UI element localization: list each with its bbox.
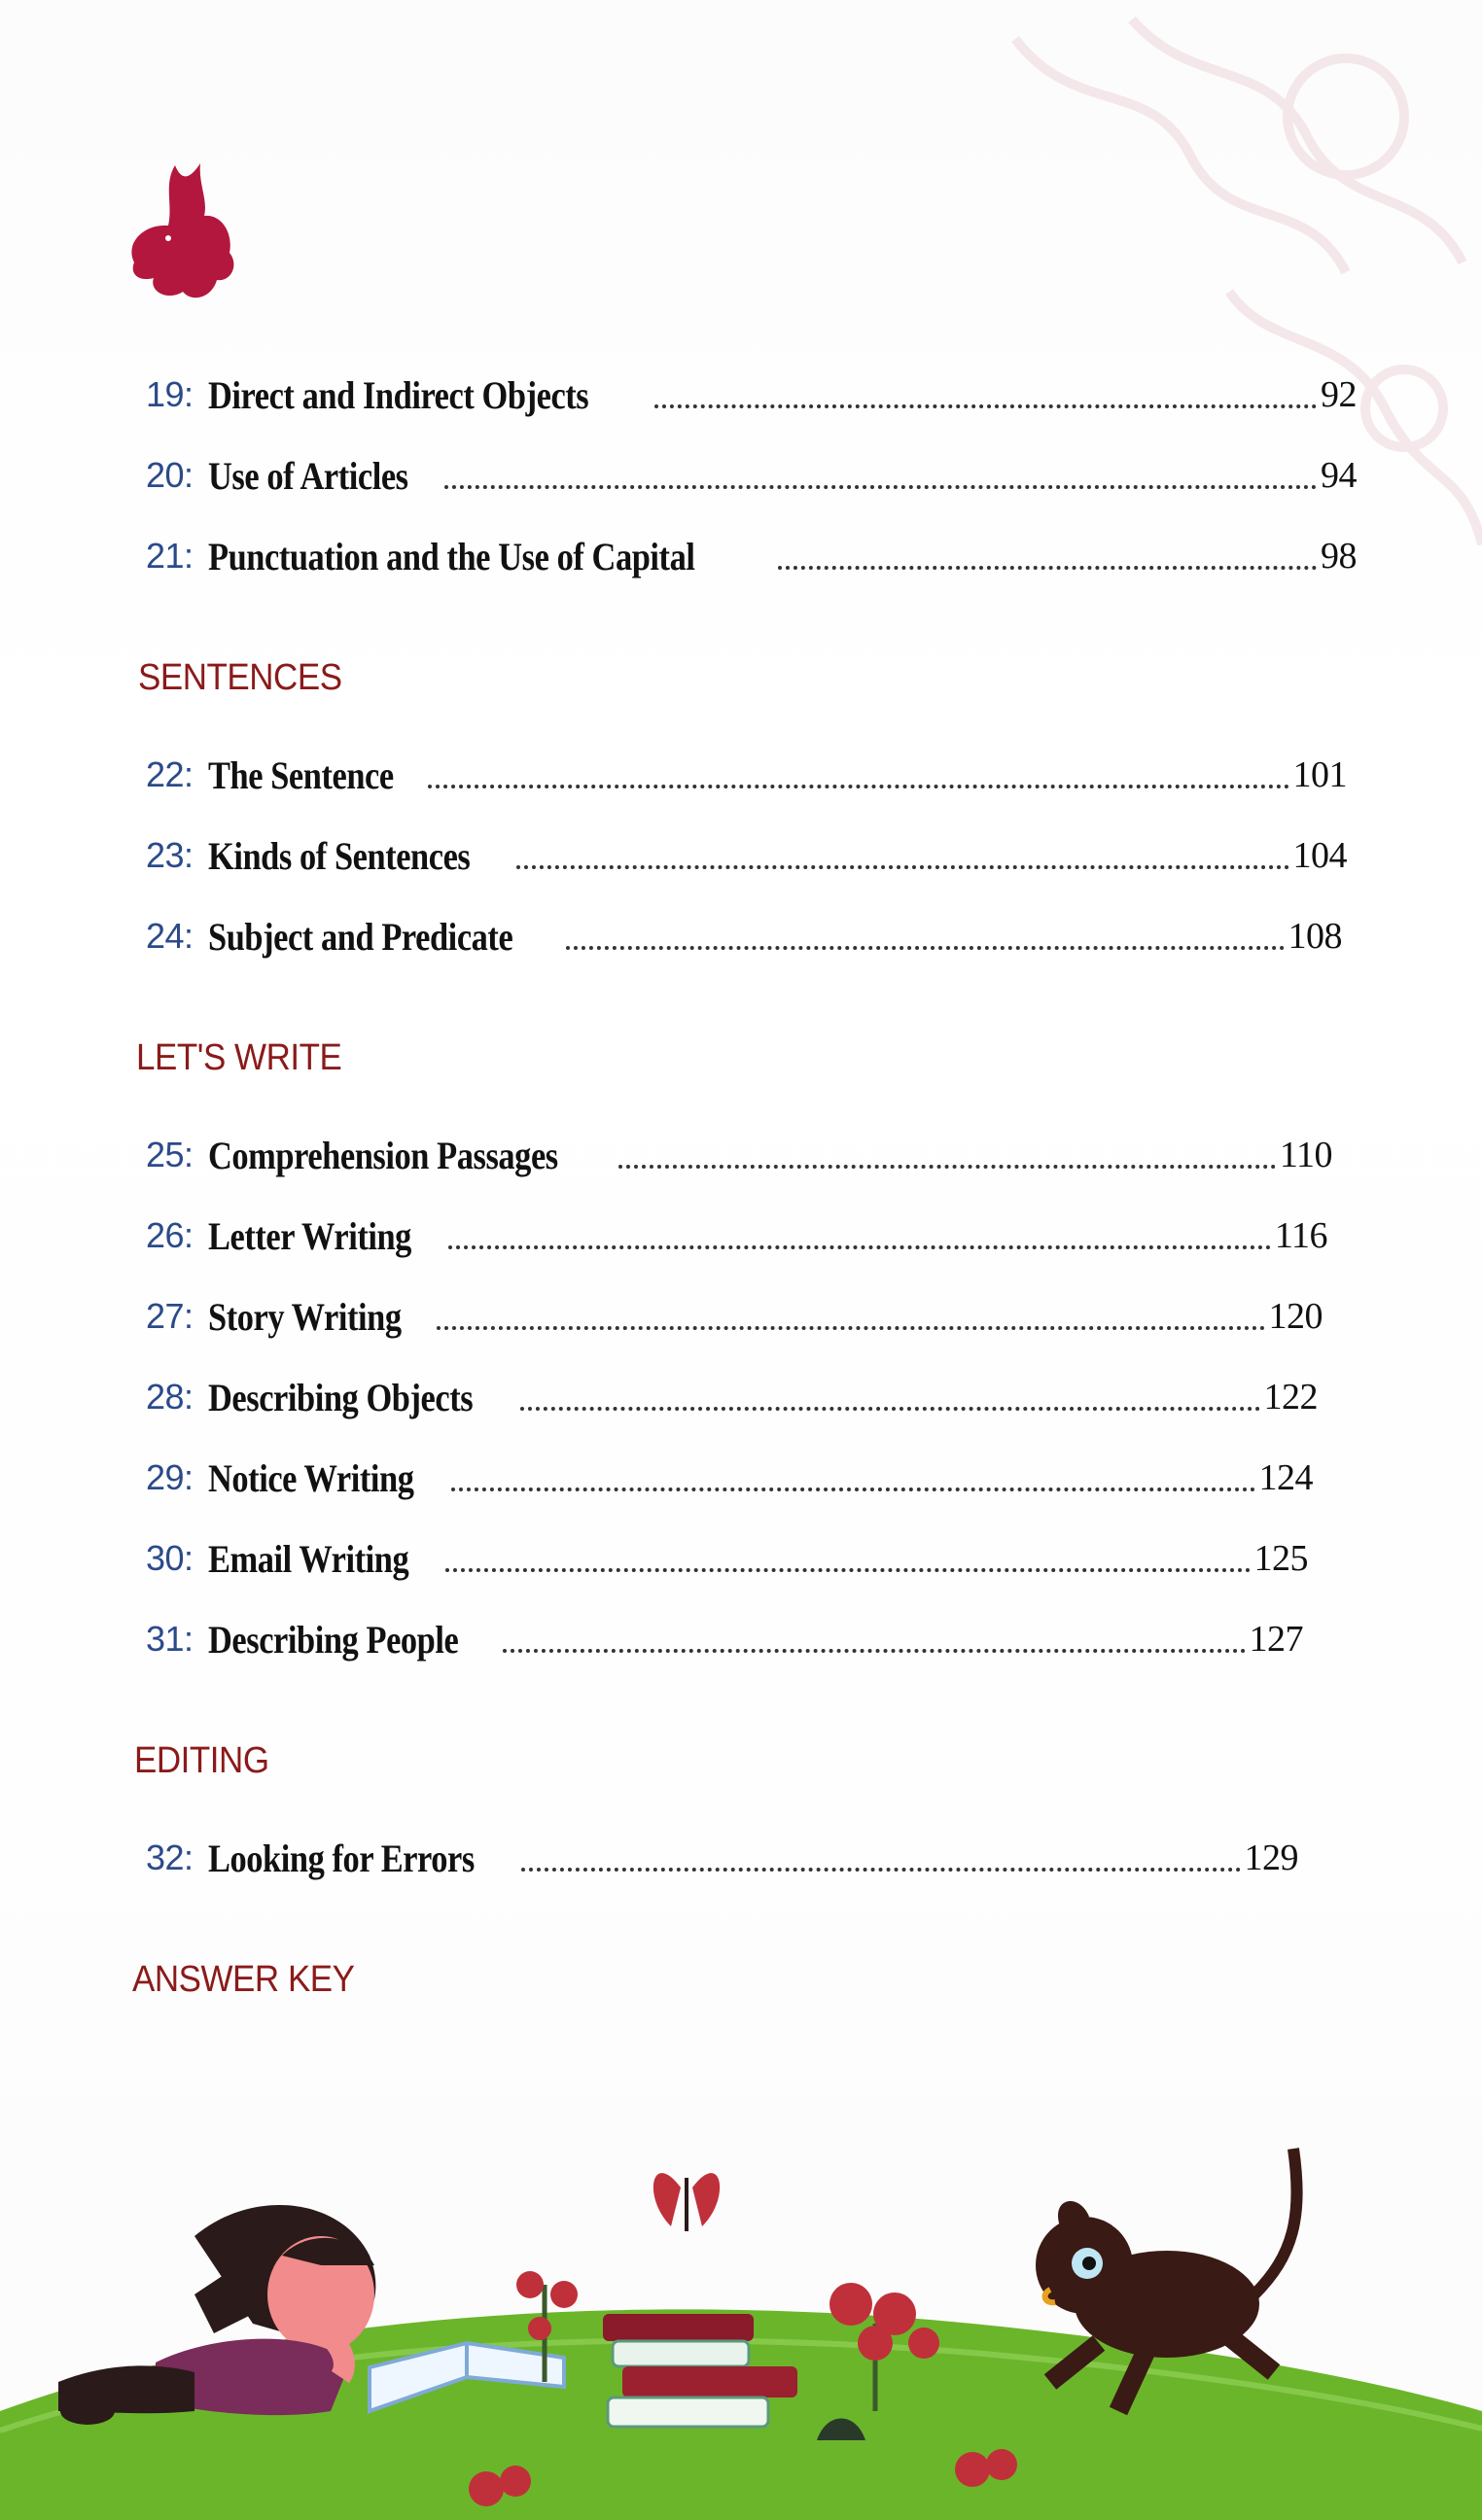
toc-entry: [146, 1604, 1303, 1662]
chapter-title: Use of Articles: [208, 454, 408, 498]
chapter-title: Describing People: [208, 1618, 459, 1662]
butterfly-icon: [653, 2173, 720, 2231]
section-heading: EDITING: [134, 1740, 269, 1781]
toc-entry: [146, 740, 1347, 798]
page-number: 120: [1268, 1296, 1323, 1337]
chapter-number: 29:: [146, 1457, 194, 1497]
chapter-number: 24:: [146, 916, 194, 956]
toc-entry: [146, 1523, 1308, 1582]
toc-entry: [146, 821, 1347, 879]
chapter-number: 26:: [146, 1215, 194, 1255]
chapter-title: Subject and Predicate: [208, 915, 513, 959]
dot-leader: [516, 865, 1288, 869]
page-number: 98: [1321, 536, 1357, 577]
page-number: 104: [1292, 835, 1347, 876]
chapter-title: Punctuation and the Use of Capital: [208, 535, 695, 578]
background-pattern-icon: [937, 0, 1482, 603]
chapter-title: Email Writing: [208, 1537, 409, 1581]
toc-entry: [146, 1823, 1298, 1881]
page-number: 129: [1244, 1838, 1298, 1878]
chapter-title: Looking for Errors: [208, 1837, 475, 1880]
chapter-title: Story Writing: [208, 1295, 402, 1339]
chapter-title: Notice Writing: [208, 1456, 414, 1500]
dot-leader: [778, 566, 1317, 570]
reading-scene-illustration: [0, 2119, 1482, 2520]
dot-leader: [437, 1326, 1265, 1330]
page-number: 125: [1253, 1538, 1308, 1579]
page-number: 127: [1249, 1619, 1303, 1660]
dot-leader: [618, 1165, 1276, 1169]
bird-icon: [115, 156, 241, 311]
section-heading: LET'S WRITE: [136, 1037, 342, 1078]
page-number: 101: [1292, 754, 1347, 795]
page-number: 122: [1263, 1377, 1318, 1418]
chapter-number: 19:: [146, 374, 194, 414]
chapter-number: 25:: [146, 1135, 194, 1174]
dot-leader: [445, 1568, 1251, 1572]
toc-entry: [146, 1362, 1318, 1420]
chapter-number: 31:: [146, 1619, 194, 1659]
dot-leader: [566, 946, 1284, 950]
page-number: 94: [1321, 455, 1357, 496]
dot-leader: [448, 1245, 1271, 1249]
chapter-title: The Sentence: [208, 753, 394, 797]
girl-reading-icon: [58, 2205, 375, 2425]
chapter-number: 28:: [146, 1377, 194, 1417]
dot-leader: [521, 1868, 1240, 1872]
chapter-number: 21:: [146, 536, 194, 576]
chapter-number: 32:: [146, 1838, 194, 1877]
page-number: 110: [1279, 1135, 1332, 1175]
section-heading: ANSWER KEY: [132, 1959, 355, 2000]
toc-entry: [146, 901, 1342, 960]
page-number: 108: [1288, 916, 1342, 957]
dot-leader: [520, 1407, 1260, 1411]
chapter-title: Comprehension Passages: [208, 1134, 558, 1177]
chapter-number: 20:: [146, 455, 194, 495]
dot-leader: [451, 1488, 1255, 1491]
page-number: 124: [1258, 1457, 1313, 1498]
chapter-title: Kinds of Sentences: [208, 834, 471, 878]
dot-leader: [654, 404, 1317, 408]
page-number: 116: [1274, 1215, 1327, 1256]
chapter-title: Direct and Indirect Objects: [208, 373, 589, 417]
chapter-title: Letter Writing: [208, 1214, 411, 1258]
dot-leader: [428, 785, 1289, 788]
page-number: 92: [1321, 374, 1357, 415]
toc-entry: [146, 440, 1357, 499]
dot-leader: [444, 485, 1317, 489]
toc-entry: [146, 1120, 1332, 1178]
toc-entry: [146, 360, 1357, 418]
toc-entry: [146, 1201, 1327, 1259]
chapter-number: 30:: [146, 1538, 194, 1578]
section-heading: SENTENCES: [138, 657, 342, 698]
toc-entry: [146, 521, 1357, 579]
toc-entry: [146, 1281, 1323, 1340]
chapter-title: Describing Objects: [208, 1376, 474, 1419]
toc-entry: [146, 1443, 1313, 1501]
chapter-number: 23:: [146, 835, 194, 875]
chapter-number: 27:: [146, 1296, 194, 1336]
dot-leader: [503, 1649, 1245, 1653]
chapter-number: 22:: [146, 754, 194, 794]
